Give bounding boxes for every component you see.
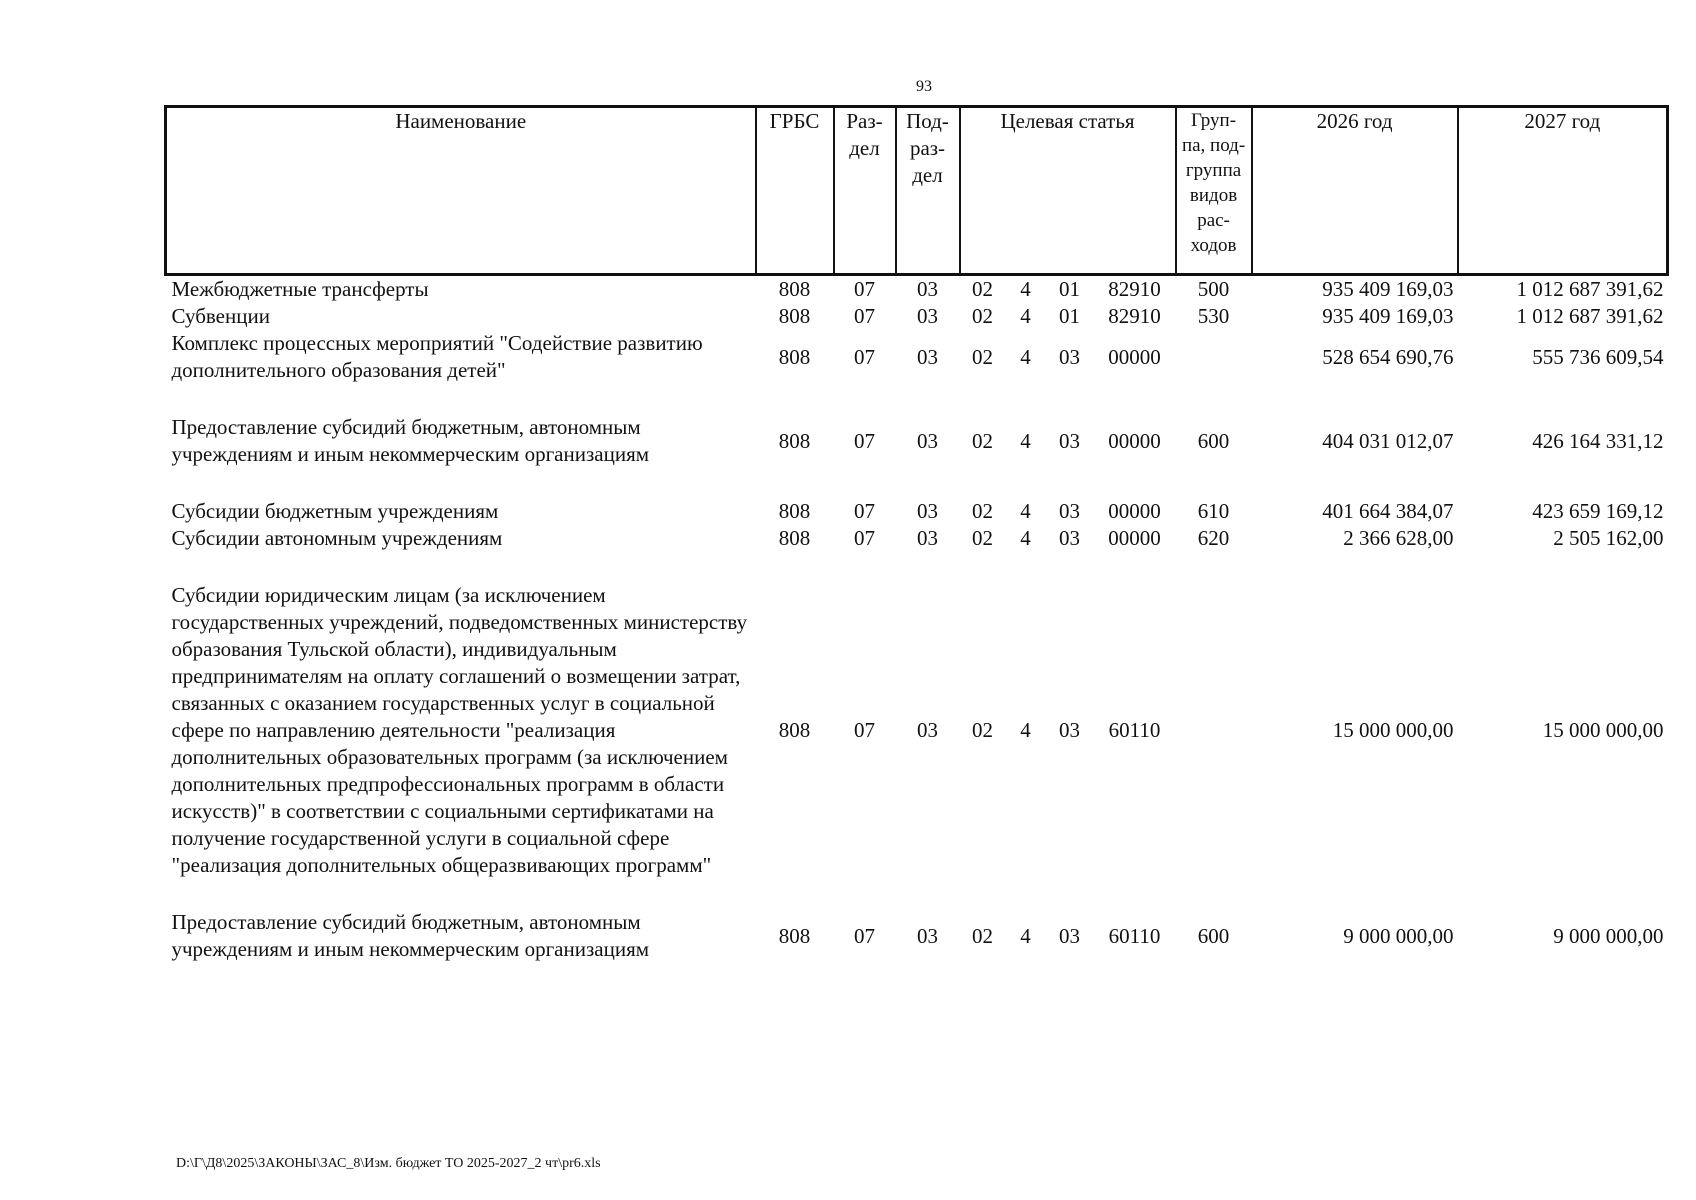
row-razdel: 07 bbox=[854, 526, 875, 550]
row-ts-direction: 00000 bbox=[1108, 344, 1161, 369]
row-ts-type: 4 bbox=[1020, 344, 1031, 369]
row-ts-direction: 60110 bbox=[1108, 718, 1161, 742]
row-ts-type: 4 bbox=[1020, 428, 1031, 453]
header-grbs-label: ГРБС bbox=[769, 109, 820, 133]
row-year-2027: 15 000 000,00 bbox=[1542, 718, 1664, 742]
row-grbs: 808 bbox=[778, 277, 811, 301]
row-year-2027: 2 505 162,00 bbox=[1553, 526, 1664, 550]
row-razdel: 07 bbox=[854, 499, 875, 523]
row-ts-type: 4 bbox=[1020, 304, 1031, 328]
row-ts-complex: 03 bbox=[1059, 499, 1080, 523]
header-razdel bbox=[834, 107, 896, 275]
row-ts-type: 4 bbox=[1020, 718, 1031, 742]
header-name bbox=[166, 107, 756, 275]
header-year-2026-label: 2026 год bbox=[1316, 109, 1393, 133]
row-podrazdel: 03 bbox=[917, 718, 938, 742]
row-ts-complex: 01 bbox=[1059, 277, 1080, 301]
row-ts-type: 4 bbox=[1020, 923, 1031, 948]
row-razdel: 07 bbox=[854, 428, 875, 453]
row-razdel: 07 bbox=[854, 718, 875, 742]
header-grbs bbox=[756, 107, 834, 275]
row-podrazdel: 03 bbox=[917, 344, 938, 369]
row-podrazdel: 03 bbox=[917, 526, 938, 550]
row-year-2026: 15 000 000,00 bbox=[1332, 718, 1454, 742]
row-year-2027: 426 164 331,12 bbox=[1532, 428, 1664, 453]
row-podrazdel: 03 bbox=[917, 277, 938, 301]
table-row bbox=[166, 330, 1668, 414]
row-ts-program: 02 bbox=[972, 304, 993, 328]
row-year-2026: 9 000 000,00 bbox=[1343, 923, 1454, 948]
row-name: Субвенции bbox=[171, 304, 270, 328]
header-target-article bbox=[960, 107, 1176, 275]
row-ts-program: 02 bbox=[972, 277, 993, 301]
row-grbs: 808 bbox=[778, 718, 811, 742]
header-target-article-label: Целевая статья bbox=[1000, 109, 1135, 133]
row-group: 620 bbox=[1197, 526, 1230, 550]
row-ts-direction: 82910 bbox=[1108, 277, 1161, 301]
header-name-label: Наименование bbox=[395, 109, 527, 133]
table-row bbox=[166, 525, 1668, 582]
row-ts-complex: 03 bbox=[1059, 428, 1080, 453]
header-razdel-label: Раз- дел bbox=[846, 109, 883, 160]
row-ts-program: 02 bbox=[972, 923, 993, 948]
row-ts-program: 02 bbox=[972, 344, 993, 369]
table-row bbox=[166, 303, 1668, 330]
row-ts-direction: 00000 bbox=[1108, 428, 1161, 453]
row-year-2026: 401 664 384,07 bbox=[1322, 499, 1454, 523]
row-name: Субсидии юридическим лицам (за исключением государственных учреждений, подведомственных министерству образования Тульской области), индивидуальным предпринимателям на оплату соглашений о возмещении затрат, связанных с оказанием государственных услуг в социальной сфере по направлению деятельности "реализация дополнительных образовательных программ (за исключением дополнительных предпрофессиональных программ в области искусств)" в соответствии с социальными сертификатами на получение государственной услуги в социальной сфере "реализация дополнительных общеразвивающих программ" bbox=[171, 583, 748, 877]
row-name: Комплекс процессных мероприятий "Содействие развитию дополнительного образования детей" bbox=[171, 331, 703, 382]
table-row bbox=[166, 498, 1668, 525]
header-group-label: Груп- па, под- группа видов рас- ходов bbox=[1181, 110, 1246, 256]
row-ts-complex: 03 bbox=[1059, 718, 1080, 742]
row-ts-type: 4 bbox=[1020, 499, 1031, 523]
row-year-2026: 528 654 690,76 bbox=[1322, 344, 1454, 369]
row-year-2027: 1 012 687 391,62 bbox=[1516, 304, 1664, 328]
header-podrazdel-label: Под- раз- дел bbox=[906, 109, 949, 187]
table-row bbox=[166, 414, 1668, 498]
budget-table bbox=[164, 105, 1669, 963]
row-ts-complex: 03 bbox=[1059, 526, 1080, 550]
row-name: Предоставление субсидий бюджетным, автономным учреждениям и иным некоммерческим организациям bbox=[171, 910, 650, 961]
row-podrazdel: 03 bbox=[917, 923, 938, 948]
row-year-2026: 935 409 169,03 bbox=[1322, 277, 1454, 301]
row-name: Предоставление субсидий бюджетным, автономным учреждениям и иным некоммерческим организациям bbox=[171, 415, 650, 466]
row-year-2027: 9 000 000,00 bbox=[1553, 923, 1664, 948]
row-group bbox=[1176, 582, 1252, 909]
row-ts-direction: 82910 bbox=[1108, 304, 1161, 328]
row-grbs: 808 bbox=[778, 923, 811, 948]
row-year-2027: 423 659 169,12 bbox=[1532, 499, 1664, 523]
row-grbs: 808 bbox=[778, 428, 811, 453]
row-ts-direction: 60110 bbox=[1108, 923, 1161, 948]
row-razdel: 07 bbox=[854, 304, 875, 328]
row-podrazdel: 03 bbox=[917, 428, 938, 453]
row-year-2026: 2 366 628,00 bbox=[1343, 526, 1454, 550]
row-ts-complex: 03 bbox=[1059, 923, 1080, 948]
table-row bbox=[166, 582, 1668, 909]
row-ts-type: 4 bbox=[1020, 277, 1031, 301]
table-header-row bbox=[166, 107, 1668, 275]
row-year-2026: 935 409 169,03 bbox=[1322, 304, 1454, 328]
row-name: Субсидии бюджетным учреждениям bbox=[171, 499, 499, 523]
table-row bbox=[166, 909, 1668, 963]
header-group bbox=[1176, 107, 1252, 275]
row-ts-program: 02 bbox=[972, 718, 993, 742]
footer-file-path: D:\Г\Д8\2025\ЗАКОНЫ\ЗАС_8\Изм. бюджет ТО 2025-2027_2 чт\pr6.xls bbox=[176, 1156, 601, 1171]
row-grbs: 808 bbox=[778, 526, 811, 550]
row-ts-program: 02 bbox=[972, 526, 993, 550]
row-ts-complex: 01 bbox=[1059, 304, 1080, 328]
row-ts-complex: 03 bbox=[1059, 344, 1080, 369]
row-group: 600 bbox=[1197, 923, 1230, 948]
row-razdel: 07 bbox=[854, 277, 875, 301]
row-year-2027: 1 012 687 391,62 bbox=[1516, 277, 1664, 301]
row-ts-program: 02 bbox=[972, 428, 993, 453]
row-ts-direction: 00000 bbox=[1108, 499, 1161, 523]
row-grbs: 808 bbox=[778, 344, 811, 369]
header-year-2026 bbox=[1252, 107, 1458, 275]
row-group: 530 bbox=[1197, 304, 1230, 328]
row-group bbox=[1176, 330, 1252, 414]
row-razdel: 07 bbox=[854, 923, 875, 948]
header-year-2027 bbox=[1458, 107, 1668, 275]
row-group: 500 bbox=[1197, 277, 1230, 301]
row-year-2027: 555 736 609,54 bbox=[1532, 344, 1664, 369]
row-ts-direction: 00000 bbox=[1108, 526, 1161, 550]
row-grbs: 808 bbox=[778, 499, 811, 523]
header-year-2027-label: 2027 год bbox=[1524, 109, 1601, 133]
row-podrazdel: 03 bbox=[917, 499, 938, 523]
row-group: 610 bbox=[1197, 499, 1230, 523]
row-ts-type: 4 bbox=[1020, 526, 1031, 550]
row-razdel: 07 bbox=[854, 344, 875, 369]
row-group: 600 bbox=[1197, 428, 1230, 453]
row-name: Межбюджетные трансферты bbox=[171, 277, 429, 301]
row-podrazdel: 03 bbox=[917, 304, 938, 328]
row-name: Субсидии автономным учреждениям bbox=[171, 526, 503, 550]
row-ts-program: 02 bbox=[972, 499, 993, 523]
header-podrazdel bbox=[896, 107, 960, 275]
row-year-2026: 404 031 012,07 bbox=[1322, 428, 1454, 453]
page-number: 93 bbox=[916, 78, 932, 95]
table-row bbox=[166, 275, 1668, 304]
row-grbs: 808 bbox=[778, 304, 811, 328]
